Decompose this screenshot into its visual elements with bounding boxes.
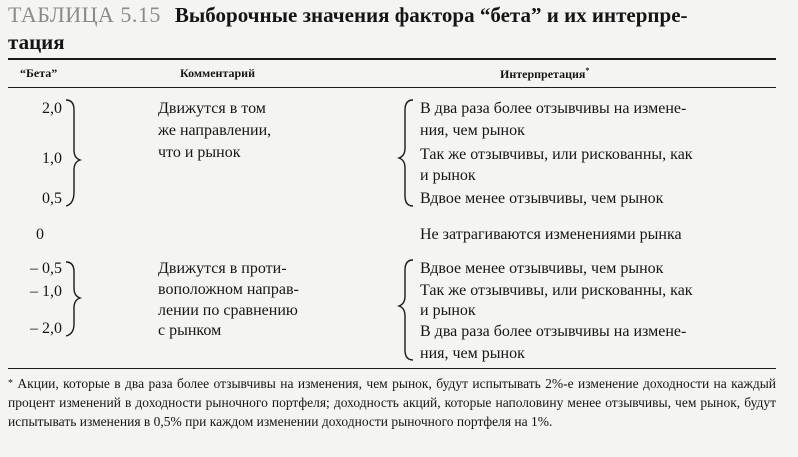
table-title-line1: Выборочные значения фактора “бета” и их интерпре- <box>174 3 688 27</box>
interpretation-line: Вдвое менее отзывчивы, чем рынок <box>420 190 664 207</box>
interpretation-line: Так же отзывчивы, или рискованны, как <box>420 146 693 163</box>
beta-value: 0,5 <box>42 190 62 207</box>
interpretation-line: В два раза более отзывчивы на измене- <box>420 323 687 340</box>
beta-value: – 1,0 <box>30 283 62 300</box>
header-comment: Комментарий <box>180 66 256 80</box>
beta-value: – 2,0 <box>30 320 62 337</box>
footnote-star: * <box>8 378 13 389</box>
header-interpretation-label: Интерпретация <box>500 67 586 81</box>
bottom-rule <box>8 368 776 369</box>
interpretation-line: ния, чем рынок <box>420 345 525 362</box>
interpretation-line: и рынок <box>420 302 476 319</box>
interpretation-line: и рынок <box>420 167 476 184</box>
comment-line: с рынком <box>158 322 222 339</box>
interpretation-line: ния, чем рынок <box>420 122 525 139</box>
interpretation-line: Не затрагиваются изменениями рынка <box>420 226 682 243</box>
interpretation-line: Так же отзывчивы, или рискованны, как <box>420 282 693 299</box>
beta-value: 1,0 <box>42 150 62 167</box>
comment-line: Движутся в том <box>158 100 266 117</box>
right-brace-negative <box>66 262 80 336</box>
footnote-marker: * <box>585 66 590 75</box>
beta-value: 2,0 <box>42 100 62 117</box>
table-title-line2: тация <box>8 30 65 54</box>
comment-line: лении по сравнению <box>158 302 298 319</box>
comment-line: же направлении, <box>158 122 272 139</box>
interpretation-line: Вдвое менее отзывчивы, чем рынок <box>420 260 664 277</box>
header-beta: “Бета” <box>20 66 58 80</box>
table-number: ТАБЛИЦА 5.15 <box>8 2 161 27</box>
footnote <box>8 374 776 431</box>
comment-line: воположном направ- <box>158 281 299 298</box>
right-brace-positive <box>66 100 80 206</box>
left-brace-positive <box>399 100 413 206</box>
footnote-text: Акции, которые в два раза более отзывчивы на изменения, чем рынок, будут испытывать 2%-е изменение доходности на каждый процент изменений в доходности рыночного портфеля; доходность акций, которые наполовину менее отзывчивы, чем рынок, будут испытывать изменения в 0,5% при каждом изменении доходности рыночного портфеля на 1%. <box>8 376 777 429</box>
comment-line: что и рынок <box>158 144 241 161</box>
interpretation-line: В два раза более отзывчивы на измене- <box>420 100 687 117</box>
beta-value: – 0,5 <box>30 260 62 277</box>
comment-line: Движутся в проти- <box>158 260 287 277</box>
left-brace-negative <box>399 260 413 360</box>
beta-value-zero: 0 <box>36 226 44 243</box>
